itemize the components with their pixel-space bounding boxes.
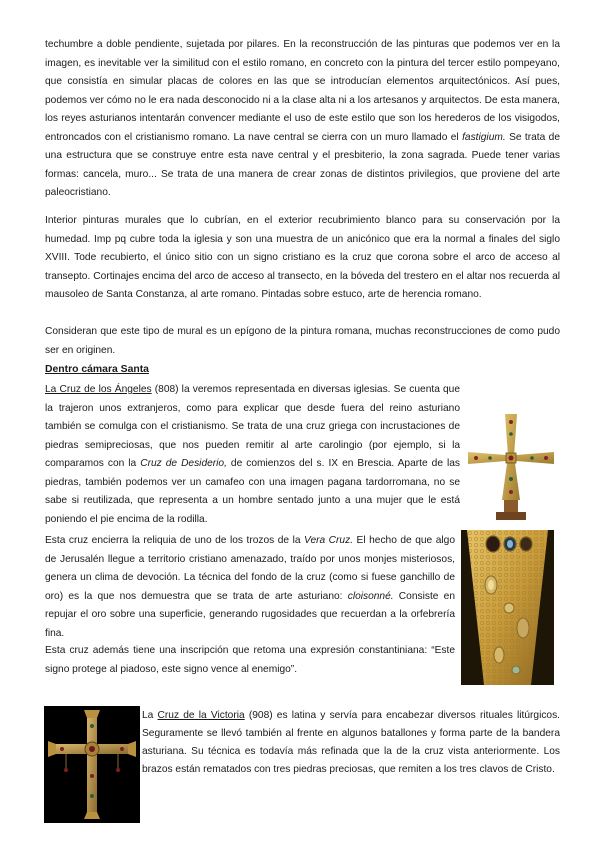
cloisonne-term: cloisonné. — [347, 590, 394, 602]
paragraph-3 — [45, 323, 560, 360]
cruz-victoria-paragraph — [142, 707, 560, 779]
cruz-angeles-paragraph — [45, 381, 460, 529]
vera-cruz-mid: El hecho de que algo de Jerusalén llegue a territorio cristiano amenazado, traído por unos monjes misteriosos, genera un clima de devoción. La técnica del fondo de la cruz (como si fuese ganchillo de oro) es la que nos demuestra que se trata de arte asturiano: — [45, 535, 455, 602]
vera-cruz-end: Consiste en repujar el oro sobre una superficie, generando rugosidades que recuerdan a la orfebrería fina. — [45, 590, 455, 639]
paragraph-2 — [45, 212, 560, 305]
cruz-angeles-link[interactable]: La Cruz de los Ángeles — [45, 384, 152, 395]
cruz-detail-image — [461, 530, 554, 685]
cruz-angeles-text: (808) la veremos representada en diversas iglesias. Se cuenta que la trajeron unos extranjeros, como para explicar que desde fuera del reino asturiano también se comulga con el cristianismo. Se trata de una cruz griega con incrustaciones de piedras semipreciosas, que nos pueden remitir al arte carolingio (por ejemplo, si la comparamos con la — [45, 384, 460, 469]
inscription-paragraph — [45, 642, 455, 679]
cruz-angeles-image — [462, 404, 559, 528]
vera-cruz-paragraph — [45, 532, 455, 643]
cruz-victoria-link[interactable]: Cruz de la Victoria — [157, 710, 245, 721]
section-heading: Dentro cámara Santa — [45, 364, 149, 375]
cruz-victoria-image — [44, 706, 140, 823]
paragraph-2-text: Interior pinturas murales que lo cubrían, en el exterior recubrimiento blanco para su conservación por la humedad. Imp pq cubre toda la iglesia y son una muestra de un anicónico que era la normal a finales del siglo XVIII. Tode recubierto, el único sitio con un signo cristiano es la cruz que corona sobre el arco de acceso al transepto. Cortinajes encima del arco de acceso al transecto, en la bóveda del trestero en el altar nos recuerda al mausoleo de Santa Constanza, al arte romano. Pintadas sobre estuco, arte de herencia romano. — [45, 215, 560, 300]
cruz-victoria-text: (908) es latina y servía para encabezar diversos rituales litúrgicos. Seguramente se llevó también al frente en algunos batallones y forma parte de la bandera asturiana. Su técnica es todavía más refinada que la de la cruz vista anteriormente. Los brazos están rematados con tres piedras preciosas, que remiten a los tres clavos de Cristo. — [142, 710, 561, 775]
cruz-victoria-pre: La — [142, 710, 158, 721]
paragraph-1 — [45, 36, 560, 203]
vera-cruz-term: Vera Cruz. — [304, 535, 354, 546]
vera-cruz-text: Esta cruz encierra la reliquia de uno de los trozos de la — [45, 535, 305, 546]
fastigium-term: fastigium. — [462, 131, 506, 143]
cruz-desiderio-term: Cruz de Desiderio, — [140, 458, 227, 469]
paragraph-3-text: Consideran que este tipo de mural es un epígono de la pintura romana, muchas reconstrucciones de como pudo ser en originen. — [45, 326, 560, 356]
inscription-text: Esta cruz además tiene una inscripción que retoma una expresión constantiniana: “Este signo protege al piadoso, este signo vence al enemigo”. — [45, 645, 455, 675]
paragraph-1-end: Se trata de una estructura que se construye entre esta nave central y el presbiterio, la zona sagrada. Puede tener varias formas: cancela, muro... Se trata de una manera de crear zonas de distintos privilegios, que proviene del arte paleocristiano. — [45, 131, 561, 198]
cruz-angeles-end: de comienzos del s. IX en Brescia. Aparte de las piedras, también podemos ver un camafeo con una imagen pagana tardorromana, no se sabe si reutilizada, que representa a un hombre sentado junto a una mujer que le está poniendo el pie encima de la rodilla. — [45, 458, 460, 525]
paragraph-1-text: techumbre a doble pendiente, sujetada por pilares. En la reconstrucción de las pinturas que podemos ver en la imagen, es inevitable ver la similitud con el estilo romano, en concreto con la pintura del tercer estilo pompeyano, que consistía en simular placas de colores en las que se introducían elementos arquitectónicos. Así pues, podemos ver cómo no le era nada desconocido ni a la clase alta ni a los artesanos y arquitectos. De esta manera, los reyes asturianos intentarán convencer mediante el uso de este estilo que son los herederos de los visigodos, entroncados con el cristianismo romano. La nave central se cierra con un muro llamado el — [45, 39, 560, 143]
